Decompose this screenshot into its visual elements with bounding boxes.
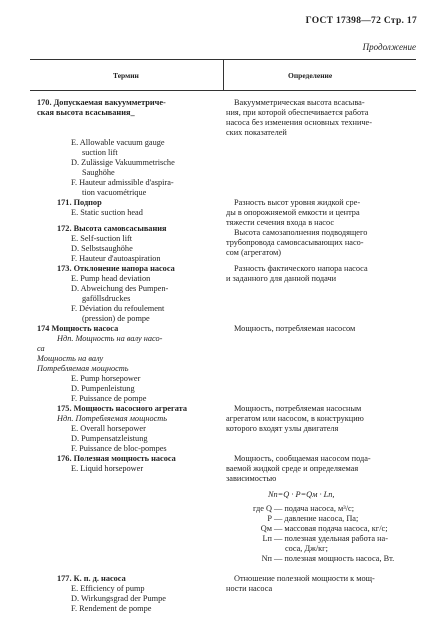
term-174-title: 174 Мощность насоса [37, 324, 119, 333]
def-175-line2: агрегатом или насосом, в конструкцию [226, 414, 364, 423]
term-176-en: E. Liquid horsepower [71, 464, 144, 473]
def-176-formula: Nп=Q · P=Qм · Lп, [268, 490, 335, 499]
term-174-alt1: Мощность на валу [37, 354, 104, 363]
continuation-label: Продолжение [362, 42, 416, 52]
term-174-ndp-text: Ндп. Мощность на валу насо- [57, 334, 163, 343]
term-171-title: 171. Подпор [57, 198, 102, 207]
def-170-line1: Вакуумметрическая высота всасыва- [234, 98, 365, 107]
term-170-title-cont: ская высота всасывания_ [37, 108, 135, 117]
term-170-de: D. Zulässige Vakuummetrische [71, 158, 175, 167]
column-divider [223, 59, 224, 90]
def-170-line3: насоса без изменения основных техниче- [226, 118, 373, 127]
where-text-p: — давление насоса, Па; [274, 514, 359, 523]
term-175-de: D. Pumpensatzleistung [71, 434, 148, 443]
term-172-fr: F. Hauteur d'autoaspiration [71, 254, 161, 263]
term-177-fr: F. Rendement de pompe [71, 604, 152, 613]
term-173-fr-cont: (pression) de pompe [82, 314, 150, 323]
def-176-line1: Мощность, сообщаемая насосом пода- [234, 454, 371, 463]
def-172-line1: Высота самозаполнения подводящего [234, 228, 368, 237]
column-header-term: Термин [113, 71, 139, 80]
term-173-en: E. Pump head deviation [71, 274, 151, 283]
def-176-line2: ваемой жидкой среде и определяемая [226, 464, 359, 473]
term-170-title: 170. Допускаемая вакуумметриче- [37, 98, 166, 107]
where-text-qm: — массовая подача насоса, кг/с; [274, 524, 388, 533]
term-172-de: D. Selbstsaughöhe [71, 244, 133, 253]
term-177-de: D. Wirkungsgrad der Pumpe [71, 594, 166, 603]
def-175-line3: которого входят узлы двигателя [226, 424, 339, 433]
term-174-fr: F. Puissance de pompe [71, 394, 147, 403]
def-173-line2: и заданного для данной подачи [226, 274, 337, 283]
where-text-lp-cont: сoса, Дж/кг; [285, 544, 328, 553]
standard-number: ГОСТ 17398—72 [305, 16, 382, 26]
where-sym-p: P [267, 514, 272, 523]
term-175-en: E. Overall horsepower [71, 424, 146, 433]
where-text-lp: — полезная удельная работа на- [274, 534, 388, 543]
term-174-alt2: Потребляемая мощность [37, 364, 129, 373]
def-177-line2: ности насоса [226, 584, 273, 593]
where-sym-lp: Lп [262, 534, 272, 543]
term-173-title: 173. Отклонение напора насоса [57, 264, 175, 273]
term-174-de: D. Pumpenleistung [71, 384, 135, 393]
def-177-line1: Отношение полезной мощности к мощ- [234, 574, 375, 583]
term-170-en-cont: suction lift [82, 148, 118, 157]
term-172-title: 172. Высота самовсасывания [57, 224, 167, 233]
term-177-en: E. Efficiency of pump [71, 584, 145, 593]
term-172-en: E. Self-suction lift [71, 234, 133, 243]
term-171-en: E. Static suction head [71, 208, 143, 217]
where-text-q: — подача насоса, м³/с; [274, 504, 355, 513]
def-173-line1: Разность фактического напора насоса [234, 264, 368, 273]
term-176-title: 176. Полезная мощность насоса [57, 454, 176, 463]
term-175-title: 175. Мощность насосного агрегата [57, 404, 188, 413]
term-175-fr: F. Puissance de bloc-pompes [71, 444, 167, 453]
term-174-en: E. Pump horsepower [71, 374, 141, 383]
term-177-title: 177. К. п. д. насоса [57, 574, 126, 583]
term-175-ndp: Ндп. Потребляемая мощность [57, 414, 168, 423]
table-header-rule [30, 90, 416, 91]
def-172-line2: трубопровода самовсасывающих насо- [226, 238, 364, 247]
def-170-line4: ских показателей [226, 128, 287, 137]
term-173-de-cont: gaföllsdruckes [82, 294, 131, 303]
def-174-line1: Мощность, потребляемая насосом [234, 324, 356, 333]
term-173-fr: F. Déviation du refoulement [71, 304, 165, 313]
term-174-ndp [57, 334, 162, 344]
def-170-line2: ния, при которой обеспечивается работа [226, 108, 369, 117]
term-173-de: D. Abweichung des Pumpen- [71, 284, 169, 293]
def-176-line3: зависимостью [226, 474, 277, 483]
term-170-fr: F. Hauteur admissible d'aspira- [71, 178, 174, 187]
where-text-np: — полезная мощность насоса, Вт. [274, 554, 395, 563]
term-170-de-cont: Saughöhe [82, 168, 115, 177]
page-number: Стр. 17 [383, 16, 417, 26]
term-174-ndp-cont: са [37, 344, 45, 353]
where-sym-np: Nп [261, 554, 272, 563]
def-175-line1: Мощность, потребляемая насосным [234, 404, 362, 413]
def-171-line3: тяжести сечения входа в насос [226, 218, 335, 227]
page-header [306, 16, 417, 26]
def-172-line3: сом (агрегатом) [226, 248, 282, 257]
term-170-en: E. Allowable vacuum gauge [71, 138, 165, 147]
term-170-fr-cont: tion vacuométrique [82, 188, 147, 197]
def-171-line1: Разность высот уровня жидкой сре- [234, 198, 361, 207]
column-header-definition: Определение [288, 71, 333, 80]
where-sym-qm: Qм [260, 524, 272, 533]
def-171-line2: ды в опорожняемой емкости и центра [226, 208, 360, 217]
where-sym-q: где Q [253, 504, 272, 513]
